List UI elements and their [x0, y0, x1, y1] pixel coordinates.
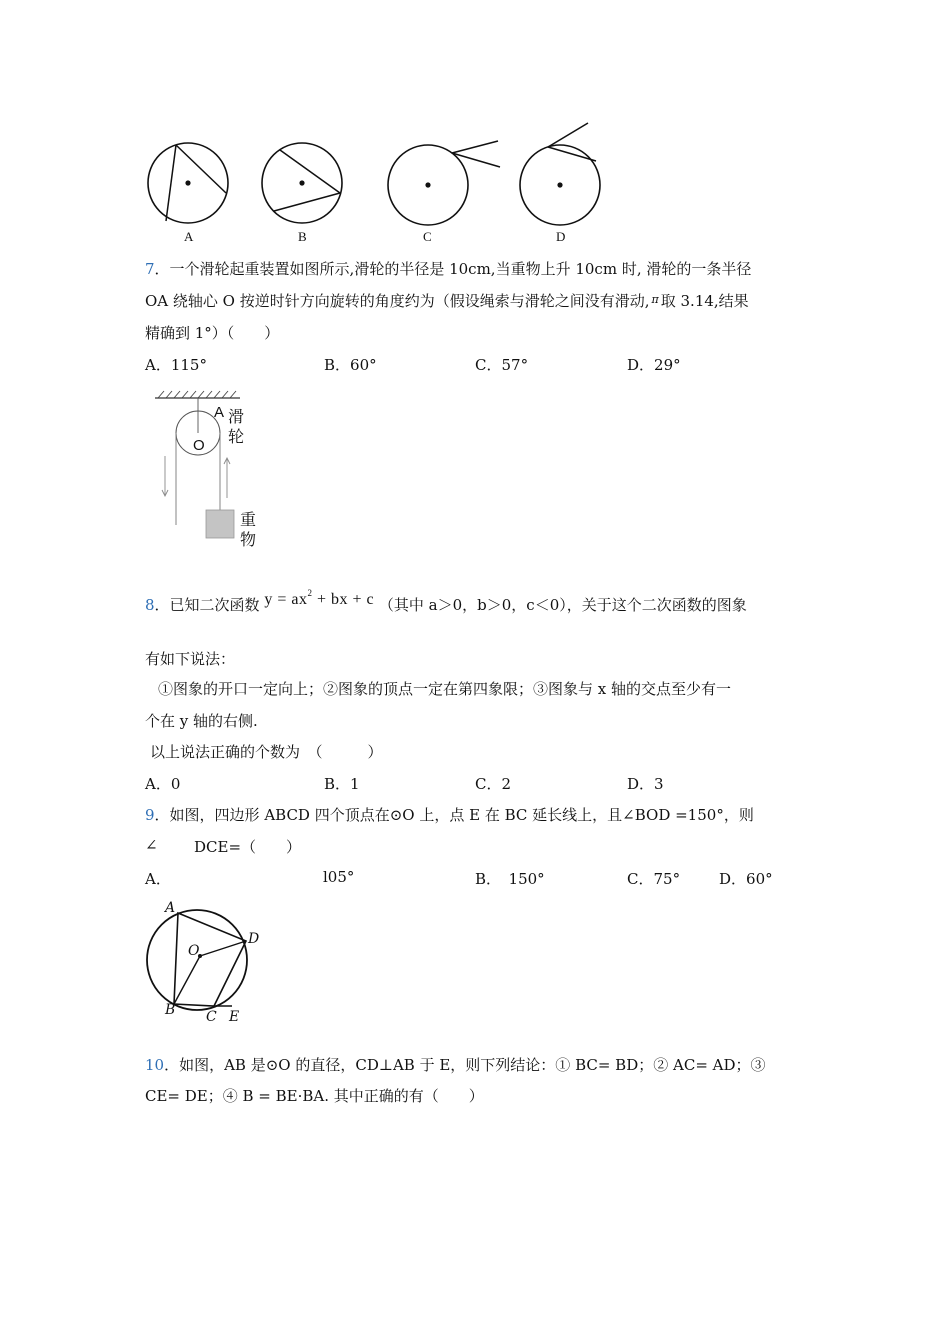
question-9-option-a: A． [145, 870, 171, 888]
question-9-option-a-value: l05° [323, 868, 355, 886]
figure-point-o: O [188, 943, 200, 959]
circle-option-b-label: B [298, 229, 307, 244]
question-7-number: 7 [145, 260, 155, 278]
question-9-line-2a: ∠ [145, 836, 158, 854]
circle-option-d-figure [520, 123, 600, 225]
question-8-suffix: （其中 a＞0，b＞0，c＜0），关于这个二次函数的图象 [378, 596, 747, 614]
figure-point-b: B [165, 1002, 176, 1018]
question-8-option-a: A．0 [145, 775, 181, 793]
question-7-option-d: D．29° [627, 356, 681, 374]
question-8-option-d: D．3 [627, 775, 664, 793]
figure-point-e: E [229, 1009, 240, 1025]
pulley-label-o: O [193, 437, 205, 454]
question-7-line-3: 精确到 1°）（ ） [145, 324, 280, 342]
question-9-option-d: D．60° [719, 870, 773, 888]
question-7-option-a: A．115° [145, 356, 207, 374]
question-7-text-2b: 取 3.14,结果 [660, 292, 749, 310]
question-7-option-b: B．60° [324, 356, 377, 374]
question-9-line-2b: DCE=（ ） [194, 838, 302, 856]
circle-option-c-label: C [423, 229, 432, 244]
circle-option-c-figure [388, 141, 500, 225]
question-10-text-1: ．如图，AB 是⊙O 的直径，CD⊥AB 于 E，则下列结论：① BC= BD；② AC= AD；③ [164, 1056, 766, 1074]
question-9-option-c: C．75° [627, 870, 681, 888]
formula-y-part: y = ax [264, 591, 308, 608]
weight-label-1: 重 [240, 510, 257, 529]
question-9-text-1: ．如图，四边形 ABCD 四个顶点在⊙O 上，点 E 在 BC 延长线上，且∠BOD =150°，则 [154, 806, 754, 824]
question-8-option-c: C．2 [475, 775, 512, 793]
question-7-text-2: OA 绕轴心 O 按逆时针方向旋转的角度约为（假设绳索与滑轮之间没有滑动, [145, 292, 650, 310]
pi-symbol: π [651, 293, 659, 306]
question-8-line-5: 以上说法正确的个数为 （ ） [150, 743, 383, 761]
question-7-option-c: C．57° [475, 356, 529, 374]
question-8-number: 8 [145, 596, 155, 614]
question-8-line-2: 有如下说法： [145, 650, 236, 668]
question-9-option-b: B． 150° [475, 870, 545, 888]
question-8-prefix: ．已知二次函数 [154, 596, 260, 614]
circle-option-a-label: A [184, 229, 194, 244]
circle-option-d-label: D [556, 229, 566, 244]
question-8-line-3: ①图象的开口一定向上；②图象的顶点一定在第四象限；③图象与 x 轴的交点至少有一 [158, 680, 731, 698]
pulley-label-2: 轮 [228, 427, 245, 446]
question-10-line-2: CE= DE；④ B = BE·BA. 其中正确的有（ ） [145, 1087, 484, 1105]
question-9-number: 9 [145, 806, 155, 824]
circle-option-a-figure [148, 143, 228, 223]
quadratic-formula [264, 588, 375, 608]
formula-rest-part: + bx + c [312, 591, 375, 608]
question-9-line-1 [145, 804, 754, 825]
circle-option-b-figure [262, 143, 342, 223]
question-8-line-4: 个在 y 轴的右侧. [145, 712, 258, 730]
pulley-label-a: A [214, 404, 225, 421]
weight-label-2: 物 [240, 530, 257, 549]
circle-options-figure [140, 115, 620, 250]
question-7-text-1: ．一个滑轮起重装置如图所示,滑轮的半径是 10cm,当重物上升 10cm 时, 滑轮的一条半径 [154, 260, 752, 278]
question-10-line-1 [145, 1054, 766, 1075]
question-8-line-1 [145, 588, 747, 615]
figure-point-d: D [248, 931, 260, 947]
question-7-line-2 [145, 290, 749, 311]
question-10-number: 10 [145, 1056, 165, 1074]
question-7-line-1 [145, 258, 751, 279]
figure-point-c: C [206, 1009, 217, 1025]
pulley-label-1: 滑 [228, 407, 245, 426]
figure-point-a: A [165, 900, 176, 916]
formula-exponent: 2 [307, 588, 313, 598]
question-8-option-b: B．1 [324, 775, 360, 793]
